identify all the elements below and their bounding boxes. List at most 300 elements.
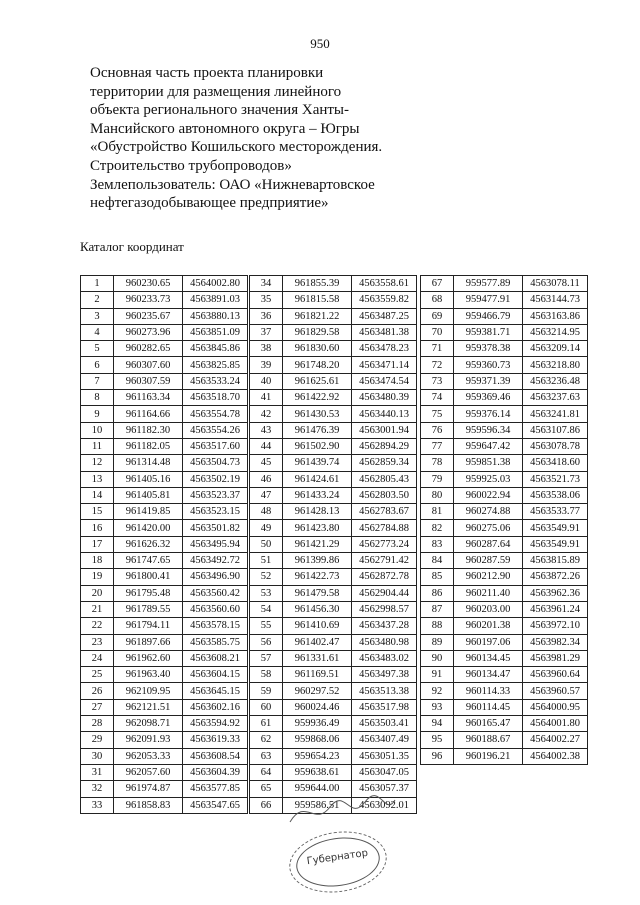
point-number-cell: 33 — [81, 797, 114, 813]
y-coordinate-cell: 4563549.91 — [523, 520, 588, 536]
point-number-cell: 58 — [250, 667, 283, 683]
x-coordinate-cell: 960235.67 — [114, 308, 183, 324]
point-number-cell: 29 — [81, 732, 114, 748]
table-row — [81, 699, 248, 715]
point-number-cell: 28 — [81, 716, 114, 732]
point-number-cell: 63 — [250, 748, 283, 764]
x-coordinate-cell: 961314.48 — [114, 455, 183, 471]
x-coordinate-cell: 959378.38 — [454, 341, 523, 357]
y-coordinate-cell: 4562904.44 — [352, 585, 417, 601]
point-number-cell: 75 — [421, 406, 454, 422]
table-row — [421, 520, 588, 536]
table-row — [250, 455, 417, 471]
y-coordinate-cell: 4563549.91 — [523, 536, 588, 552]
table-row — [81, 618, 248, 634]
point-number-cell: 39 — [250, 357, 283, 373]
y-coordinate-cell: 4563585.75 — [183, 634, 248, 650]
y-coordinate-cell: 4562872.78 — [352, 569, 417, 585]
point-number-cell: 72 — [421, 357, 454, 373]
y-coordinate-cell: 4563891.03 — [183, 292, 248, 308]
point-number-cell: 35 — [250, 292, 283, 308]
y-coordinate-cell: 4563880.13 — [183, 308, 248, 324]
table-row — [250, 276, 417, 292]
table-row — [81, 422, 248, 438]
point-number-cell: 13 — [81, 471, 114, 487]
point-number-cell: 84 — [421, 553, 454, 569]
x-coordinate-cell: 961897.66 — [114, 634, 183, 650]
y-coordinate-cell: 4563001.94 — [352, 422, 417, 438]
x-coordinate-cell: 959654.23 — [283, 748, 352, 764]
table-row — [250, 553, 417, 569]
y-coordinate-cell: 4563602.16 — [183, 699, 248, 715]
y-coordinate-cell: 4563501.82 — [183, 520, 248, 536]
x-coordinate-cell: 961829.58 — [283, 324, 352, 340]
x-coordinate-cell: 959868.06 — [283, 732, 352, 748]
y-coordinate-cell: 4562998.57 — [352, 601, 417, 617]
table-row — [250, 390, 417, 406]
governor-stamp — [285, 825, 390, 898]
x-coordinate-cell: 961795.48 — [114, 585, 183, 601]
y-coordinate-cell: 4563418.60 — [523, 455, 588, 471]
x-coordinate-cell: 960203.00 — [454, 601, 523, 617]
y-coordinate-cell: 4563554.78 — [183, 406, 248, 422]
table-row — [81, 276, 248, 292]
y-coordinate-cell: 4563504.73 — [183, 455, 248, 471]
table-row — [250, 618, 417, 634]
table-row — [421, 569, 588, 585]
x-coordinate-cell: 961164.66 — [114, 406, 183, 422]
point-number-cell: 86 — [421, 585, 454, 601]
y-coordinate-cell: 4563492.72 — [183, 553, 248, 569]
point-number-cell: 71 — [421, 341, 454, 357]
point-number-cell: 42 — [250, 406, 283, 422]
table-row — [421, 406, 588, 422]
x-coordinate-cell: 960297.52 — [283, 683, 352, 699]
point-number-cell: 14 — [81, 487, 114, 503]
y-coordinate-cell: 4563437.28 — [352, 618, 417, 634]
x-coordinate-cell: 959925.03 — [454, 471, 523, 487]
x-coordinate-cell: 960307.60 — [114, 357, 183, 373]
x-coordinate-cell: 962091.93 — [114, 732, 183, 748]
point-number-cell: 8 — [81, 390, 114, 406]
y-coordinate-cell: 4564002.27 — [523, 732, 588, 748]
point-number-cell: 53 — [250, 585, 283, 601]
point-number-cell: 21 — [81, 601, 114, 617]
table-row — [421, 716, 588, 732]
y-coordinate-cell: 4563962.36 — [523, 585, 588, 601]
y-coordinate-cell: 4563960.64 — [523, 667, 588, 683]
table-row — [250, 406, 417, 422]
point-number-cell: 73 — [421, 373, 454, 389]
y-coordinate-cell: 4563518.70 — [183, 390, 248, 406]
point-number-cell: 24 — [81, 650, 114, 666]
point-number-cell: 56 — [250, 634, 283, 650]
point-number-cell: 22 — [81, 618, 114, 634]
x-coordinate-cell: 960188.67 — [454, 732, 523, 748]
x-coordinate-cell: 961479.58 — [283, 585, 352, 601]
table-row — [81, 716, 248, 732]
point-number-cell: 27 — [81, 699, 114, 715]
point-number-cell: 50 — [250, 536, 283, 552]
point-number-cell: 79 — [421, 471, 454, 487]
table-row — [81, 553, 248, 569]
table-row — [421, 373, 588, 389]
x-coordinate-cell: 959647.42 — [454, 438, 523, 454]
table-row — [421, 601, 588, 617]
x-coordinate-cell: 961800.41 — [114, 569, 183, 585]
y-coordinate-cell: 4563961.24 — [523, 601, 588, 617]
x-coordinate-cell: 960275.06 — [454, 520, 523, 536]
point-number-cell: 9 — [81, 406, 114, 422]
table-row — [81, 585, 248, 601]
x-coordinate-cell: 959466.79 — [454, 308, 523, 324]
y-coordinate-cell: 4563078.78 — [523, 438, 588, 454]
point-number-cell: 62 — [250, 732, 283, 748]
signature-scribble — [280, 792, 400, 832]
x-coordinate-cell: 962053.33 — [114, 748, 183, 764]
table-row — [81, 667, 248, 683]
y-coordinate-cell: 4563209.14 — [523, 341, 588, 357]
point-number-cell: 67 — [421, 276, 454, 292]
stamp-text: Губернатор — [306, 847, 369, 868]
table-row — [250, 536, 417, 552]
point-number-cell: 30 — [81, 748, 114, 764]
point-number-cell: 87 — [421, 601, 454, 617]
y-coordinate-cell: 4563982.34 — [523, 634, 588, 650]
table-row — [421, 471, 588, 487]
x-coordinate-cell: 959586.51 — [283, 797, 352, 813]
point-number-cell: 1 — [81, 276, 114, 292]
point-number-cell: 23 — [81, 634, 114, 650]
x-coordinate-cell: 961433.24 — [283, 487, 352, 503]
x-coordinate-cell: 961456.30 — [283, 601, 352, 617]
y-coordinate-cell: 4563604.39 — [183, 764, 248, 780]
y-coordinate-cell: 4563845.86 — [183, 341, 248, 357]
point-number-cell: 74 — [421, 390, 454, 406]
y-coordinate-cell: 4563517.98 — [352, 699, 417, 715]
x-coordinate-cell: 959369.46 — [454, 390, 523, 406]
point-number-cell: 54 — [250, 601, 283, 617]
x-coordinate-cell: 961399.86 — [283, 553, 352, 569]
point-number-cell: 2 — [81, 292, 114, 308]
y-coordinate-cell: 4563051.35 — [352, 748, 417, 764]
x-coordinate-cell: 961422.73 — [283, 569, 352, 585]
table-row — [81, 781, 248, 797]
point-number-cell: 51 — [250, 553, 283, 569]
table-row — [81, 634, 248, 650]
point-number-cell: 91 — [421, 667, 454, 683]
y-coordinate-cell: 4563608.54 — [183, 748, 248, 764]
point-number-cell: 64 — [250, 764, 283, 780]
y-coordinate-cell: 4563851.09 — [183, 324, 248, 340]
x-coordinate-cell: 961182.30 — [114, 422, 183, 438]
x-coordinate-cell: 959851.38 — [454, 455, 523, 471]
x-coordinate-cell: 961182.05 — [114, 438, 183, 454]
table-row — [250, 341, 417, 357]
point-number-cell: 5 — [81, 341, 114, 357]
point-number-cell: 44 — [250, 438, 283, 454]
x-coordinate-cell: 960212.90 — [454, 569, 523, 585]
point-number-cell: 77 — [421, 438, 454, 454]
table-row — [421, 683, 588, 699]
y-coordinate-cell: 4563517.60 — [183, 438, 248, 454]
table-row — [421, 390, 588, 406]
table-row — [421, 357, 588, 373]
x-coordinate-cell: 961815.58 — [283, 292, 352, 308]
point-number-cell: 89 — [421, 634, 454, 650]
y-coordinate-cell: 4563480.39 — [352, 390, 417, 406]
point-number-cell: 40 — [250, 373, 283, 389]
x-coordinate-cell: 961748.20 — [283, 357, 352, 373]
point-number-cell: 20 — [81, 585, 114, 601]
y-coordinate-cell: 4563972.10 — [523, 618, 588, 634]
table-row — [81, 455, 248, 471]
point-number-cell: 66 — [250, 797, 283, 813]
x-coordinate-cell: 961163.34 — [114, 390, 183, 406]
y-coordinate-cell: 4563495.94 — [183, 536, 248, 552]
table-row — [421, 667, 588, 683]
x-coordinate-cell: 961405.16 — [114, 471, 183, 487]
table-row — [81, 357, 248, 373]
x-coordinate-cell: 960230.65 — [114, 276, 183, 292]
heading-line: Землепользователь: ОАО «Нижневартовское — [90, 176, 375, 193]
table-row — [250, 634, 417, 650]
point-number-cell: 57 — [250, 650, 283, 666]
y-coordinate-cell: 4563047.05 — [352, 764, 417, 780]
table-row — [250, 308, 417, 324]
x-coordinate-cell: 961963.40 — [114, 667, 183, 683]
table-row — [421, 438, 588, 454]
x-coordinate-cell: 961747.65 — [114, 553, 183, 569]
x-coordinate-cell: 961626.32 — [114, 536, 183, 552]
x-coordinate-cell: 960211.40 — [454, 585, 523, 601]
y-coordinate-cell: 4563960.57 — [523, 683, 588, 699]
x-coordinate-cell: 960201.38 — [454, 618, 523, 634]
y-coordinate-cell: 4564001.80 — [523, 716, 588, 732]
point-number-cell: 59 — [250, 683, 283, 699]
y-coordinate-cell: 4563503.41 — [352, 716, 417, 732]
y-coordinate-cell: 4563092.01 — [352, 797, 417, 813]
point-number-cell: 36 — [250, 308, 283, 324]
y-coordinate-cell: 4563645.15 — [183, 683, 248, 699]
table-row — [250, 585, 417, 601]
point-number-cell: 16 — [81, 520, 114, 536]
y-coordinate-cell: 4563533.77 — [523, 504, 588, 520]
y-coordinate-cell: 4563471.14 — [352, 357, 417, 373]
x-coordinate-cell: 960134.45 — [454, 650, 523, 666]
y-coordinate-cell: 4563497.38 — [352, 667, 417, 683]
x-coordinate-cell: 961430.53 — [283, 406, 352, 422]
table-row — [250, 764, 417, 780]
y-coordinate-cell: 4562805.43 — [352, 471, 417, 487]
point-number-cell: 52 — [250, 569, 283, 585]
x-coordinate-cell: 961424.61 — [283, 471, 352, 487]
x-coordinate-cell: 959936.49 — [283, 716, 352, 732]
x-coordinate-cell: 961830.60 — [283, 341, 352, 357]
x-coordinate-cell: 960287.64 — [454, 536, 523, 552]
table-row — [250, 748, 417, 764]
y-coordinate-cell: 4563407.49 — [352, 732, 417, 748]
point-number-cell: 69 — [421, 308, 454, 324]
x-coordinate-cell: 961962.60 — [114, 650, 183, 666]
table-row — [421, 341, 588, 357]
y-coordinate-cell: 4563554.26 — [183, 422, 248, 438]
x-coordinate-cell: 961502.90 — [283, 438, 352, 454]
table-row — [421, 536, 588, 552]
x-coordinate-cell: 960233.73 — [114, 292, 183, 308]
point-number-cell: 34 — [250, 276, 283, 292]
y-coordinate-cell: 4563440.13 — [352, 406, 417, 422]
point-number-cell: 82 — [421, 520, 454, 536]
point-number-cell: 43 — [250, 422, 283, 438]
heading-line: Строительство трубопроводов» — [90, 157, 292, 174]
point-number-cell: 92 — [421, 683, 454, 699]
y-coordinate-cell: 4562894.29 — [352, 438, 417, 454]
table-row — [250, 667, 417, 683]
y-coordinate-cell: 4563478.23 — [352, 341, 417, 357]
x-coordinate-cell: 961625.61 — [283, 373, 352, 389]
table-row — [250, 373, 417, 389]
point-number-cell: 70 — [421, 324, 454, 340]
x-coordinate-cell: 961794.11 — [114, 618, 183, 634]
table-row — [81, 536, 248, 552]
point-number-cell: 83 — [421, 536, 454, 552]
y-coordinate-cell: 4562791.42 — [352, 553, 417, 569]
table-row — [81, 406, 248, 422]
y-coordinate-cell: 4563594.92 — [183, 716, 248, 732]
y-coordinate-cell: 4563604.15 — [183, 667, 248, 683]
table-row — [250, 292, 417, 308]
y-coordinate-cell: 4563144.73 — [523, 292, 588, 308]
table-row — [421, 292, 588, 308]
y-coordinate-cell: 4563559.82 — [352, 292, 417, 308]
table-row — [421, 732, 588, 748]
table-row — [421, 308, 588, 324]
table-row — [421, 699, 588, 715]
y-coordinate-cell: 4563057.37 — [352, 781, 417, 797]
table-row — [250, 699, 417, 715]
y-coordinate-cell: 4563496.90 — [183, 569, 248, 585]
heading-line: объекта регионального значения Ханты- — [90, 102, 350, 119]
point-number-cell: 11 — [81, 438, 114, 454]
y-coordinate-cell: 4563619.33 — [183, 732, 248, 748]
x-coordinate-cell: 960274.88 — [454, 504, 523, 520]
y-coordinate-cell: 4563237.63 — [523, 390, 588, 406]
y-coordinate-cell: 4563236.48 — [523, 373, 588, 389]
x-coordinate-cell: 959381.71 — [454, 324, 523, 340]
x-coordinate-cell: 960196.21 — [454, 748, 523, 764]
table-row — [81, 520, 248, 536]
table-row — [81, 471, 248, 487]
x-coordinate-cell: 961974.87 — [114, 781, 183, 797]
x-coordinate-cell: 961858.83 — [114, 797, 183, 813]
x-coordinate-cell: 960134.47 — [454, 667, 523, 683]
y-coordinate-cell: 4563523.15 — [183, 504, 248, 520]
point-number-cell: 4 — [81, 324, 114, 340]
x-coordinate-cell: 961855.39 — [283, 276, 352, 292]
point-number-cell: 96 — [421, 748, 454, 764]
table-row — [250, 569, 417, 585]
x-coordinate-cell: 961428.13 — [283, 504, 352, 520]
coordinate-table-3 — [420, 275, 588, 765]
table-row — [81, 569, 248, 585]
point-number-cell: 3 — [81, 308, 114, 324]
point-number-cell: 32 — [81, 781, 114, 797]
heading-line: нефтегазодобывающее предприятие» — [90, 195, 329, 212]
y-coordinate-cell: 4563163.86 — [523, 308, 588, 324]
x-coordinate-cell: 960197.06 — [454, 634, 523, 650]
table-row — [421, 504, 588, 520]
point-number-cell: 47 — [250, 487, 283, 503]
y-coordinate-cell: 4563547.65 — [183, 797, 248, 813]
y-coordinate-cell: 4563558.61 — [352, 276, 417, 292]
heading-line: Основная часть проекта планировки — [90, 65, 324, 81]
y-coordinate-cell: 4563578.15 — [183, 618, 248, 634]
x-coordinate-cell: 959644.00 — [283, 781, 352, 797]
y-coordinate-cell: 4563078.11 — [523, 276, 588, 292]
point-number-cell: 17 — [81, 536, 114, 552]
x-coordinate-cell: 960165.47 — [454, 716, 523, 732]
x-coordinate-cell: 962121.51 — [114, 699, 183, 715]
table-row — [250, 732, 417, 748]
x-coordinate-cell: 961789.55 — [114, 601, 183, 617]
y-coordinate-cell: 4563981.29 — [523, 650, 588, 666]
point-number-cell: 76 — [421, 422, 454, 438]
document-heading — [90, 64, 420, 213]
coordinate-table-1 — [80, 275, 248, 814]
table-row — [421, 455, 588, 471]
table-row — [421, 650, 588, 666]
table-row — [421, 276, 588, 292]
y-coordinate-cell: 4563218.80 — [523, 357, 588, 373]
table-row — [81, 504, 248, 520]
x-coordinate-cell: 959577.89 — [454, 276, 523, 292]
table-row — [81, 764, 248, 780]
point-number-cell: 94 — [421, 716, 454, 732]
x-coordinate-cell: 960024.46 — [283, 699, 352, 715]
table-row — [421, 324, 588, 340]
point-number-cell: 60 — [250, 699, 283, 715]
table-row — [81, 308, 248, 324]
y-coordinate-cell: 4562773.24 — [352, 536, 417, 552]
point-number-cell: 55 — [250, 618, 283, 634]
x-coordinate-cell: 960287.59 — [454, 553, 523, 569]
page-number: 950 — [310, 36, 330, 51]
table-row — [250, 324, 417, 340]
heading-line: территории для размещения линейного — [90, 83, 342, 100]
y-coordinate-cell: 4563513.38 — [352, 683, 417, 699]
y-coordinate-cell: 4563825.85 — [183, 357, 248, 373]
y-coordinate-cell: 4563577.85 — [183, 781, 248, 797]
x-coordinate-cell: 961169.51 — [283, 667, 352, 683]
point-number-cell: 12 — [81, 455, 114, 471]
point-number-cell: 85 — [421, 569, 454, 585]
x-coordinate-cell: 961331.61 — [283, 650, 352, 666]
point-number-cell: 90 — [421, 650, 454, 666]
table-row — [250, 716, 417, 732]
x-coordinate-cell: 960114.45 — [454, 699, 523, 715]
table-row — [250, 650, 417, 666]
table-row — [81, 487, 248, 503]
table-row — [81, 373, 248, 389]
table-row — [421, 422, 588, 438]
table-row — [250, 422, 417, 438]
x-coordinate-cell: 961423.80 — [283, 520, 352, 536]
x-coordinate-cell: 959477.91 — [454, 292, 523, 308]
point-number-cell: 68 — [421, 292, 454, 308]
point-number-cell: 65 — [250, 781, 283, 797]
point-number-cell: 61 — [250, 716, 283, 732]
